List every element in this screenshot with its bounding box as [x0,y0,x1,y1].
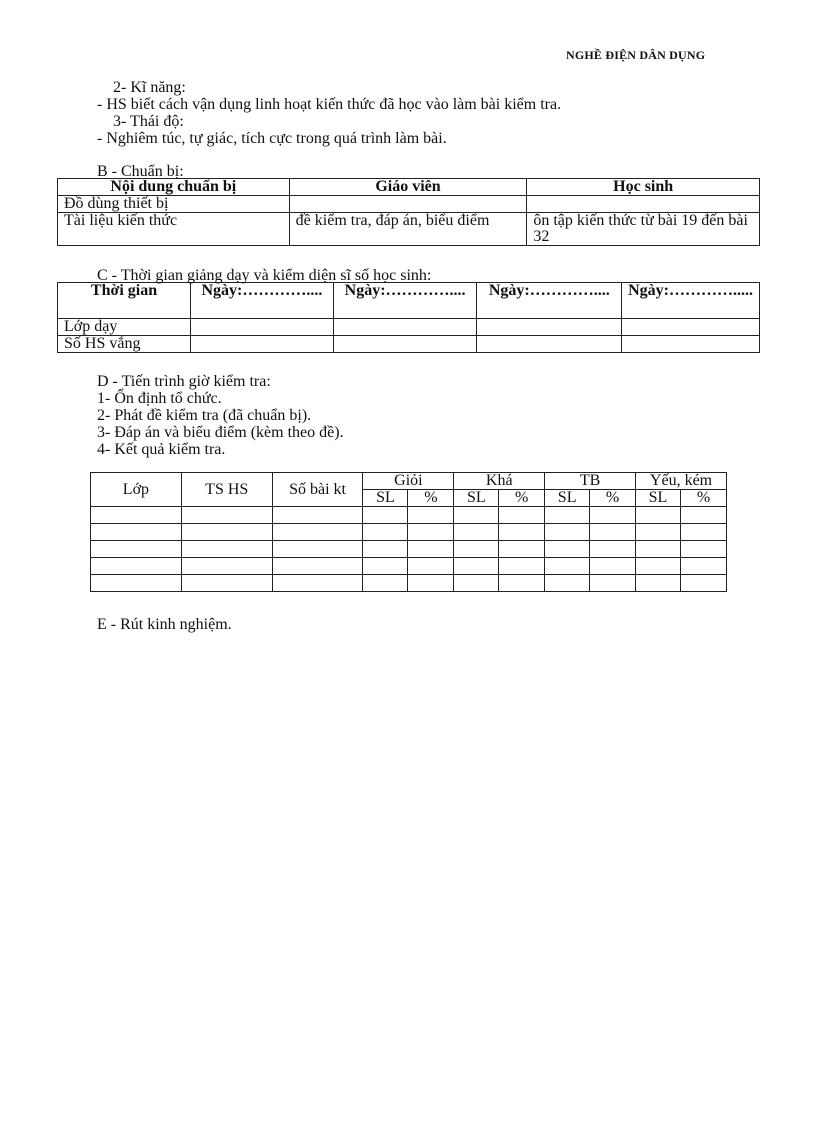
table-cell [545,541,590,558]
column-header: Lớp [91,473,182,507]
table-cell [680,507,726,524]
sub-header: % [590,490,636,507]
results-table [90,472,727,592]
table-cell [408,507,454,524]
table-cell: đề kiểm tra, đáp án, biểu điểm [289,213,527,246]
table-cell [590,524,636,541]
table-cell [289,196,527,213]
sub-header: SL [363,490,408,507]
table-cell [272,524,363,541]
sub-header: SL [636,490,681,507]
table-cell [680,575,726,592]
table-cell [272,558,363,575]
table-cell [408,541,454,558]
table-cell [91,575,182,592]
table-cell [408,558,454,575]
group-header: Giỏi [363,473,454,490]
group-header: Khá [454,473,545,490]
table-cell [91,524,182,541]
table-cell [545,575,590,592]
table-cell [636,507,681,524]
table-cell [181,575,272,592]
table-cell [363,541,408,558]
table-cell [545,507,590,524]
column-header: Ngày:………….... [333,283,477,319]
table-cell [636,575,681,592]
table-cell [363,524,408,541]
table-row [58,336,760,353]
table-cell [454,575,499,592]
table-cell [181,507,272,524]
table-cell [408,575,454,592]
attendance-table [57,282,760,353]
table-cell [499,524,545,541]
table-cell [545,558,590,575]
procedure-step: 3- Đáp án và biểu điểm (kèm theo đề). [97,424,344,441]
table-cell [181,558,272,575]
section-d-heading: D - Tiến trình giờ kiểm tra: [97,373,271,390]
column-header: Ngày:………….... [477,283,622,319]
table-cell [680,558,726,575]
sub-header: % [680,490,726,507]
table-header-row [58,283,760,319]
table-cell [333,319,477,336]
table-cell [454,524,499,541]
table-row [58,213,760,246]
table-cell [454,541,499,558]
table-cell [191,319,334,336]
attitude-text: - Nghiêm túc, tự giác, tích cực trong quá trình làm bài. [97,130,447,147]
table-header-row [91,473,727,490]
skill-text: - HS biết cách vận dụng linh hoạt kiến thức đã học vào làm bài kiểm tra. [97,96,562,113]
section-e-heading: E - Rút kinh nghiệm. [97,616,232,633]
group-header: Yếu, kém [636,473,727,490]
table-cell [333,336,477,353]
table-cell [91,558,182,575]
column-header: Ngày:…………..... [622,283,760,319]
table-cell [191,336,334,353]
sub-header: SL [545,490,590,507]
table-cell [477,319,622,336]
attitude-heading: 3- Thái độ: [113,113,184,130]
table-cell [590,575,636,592]
table-cell [91,541,182,558]
table-cell [622,319,760,336]
table-cell [272,507,363,524]
skill-heading: 2- Kĩ năng: [113,79,186,96]
row-label: Lớp dạy [58,319,191,336]
section-c-heading: C - Thời gian giảng dạy và kiểm diện sĩ số học sinh: [97,267,432,284]
page-header: NGHỀ ĐIỆN DÂN DỤNG [566,48,706,62]
table-header-row [58,179,760,196]
table-cell [636,541,681,558]
table-cell: ôn tập kiến thức từ bài 19 đến bài 32 [527,213,760,246]
table-cell [636,558,681,575]
table-cell [477,336,622,353]
table-cell [590,541,636,558]
preparation-table [57,178,760,246]
column-header: Ngày:………….... [191,283,334,319]
procedure-step: 1- Ổn định tổ chức. [97,390,222,407]
table-cell: Tài liệu kiến thức [58,213,290,246]
table-cell [527,196,760,213]
table-cell [680,524,726,541]
table-row [91,524,727,541]
table-row [91,558,727,575]
column-header: Giáo viên [289,179,527,196]
table-cell [545,524,590,541]
table-cell [91,507,182,524]
table-cell [499,507,545,524]
group-header: TB [545,473,636,490]
procedure-step: 2- Phát đề kiểm tra (đã chuẩn bị). [97,407,312,424]
table-cell [181,524,272,541]
table-cell [499,541,545,558]
table-cell [363,575,408,592]
table-cell [272,541,363,558]
column-header: Thời gian [58,283,191,319]
column-header: TS HS [181,473,272,507]
column-header: Nội dung chuẩn bị [58,179,290,196]
table-cell [181,541,272,558]
table-cell [408,524,454,541]
table-cell [590,507,636,524]
table-row [58,196,760,213]
procedure-step: 4- Kết quả kiểm tra. [97,441,226,458]
table-cell [636,524,681,541]
table-cell [590,558,636,575]
table-row [58,319,760,336]
table-row [91,575,727,592]
table-cell [499,558,545,575]
table-cell [622,336,760,353]
row-label: Số HS vắng [58,336,191,353]
table-cell [363,558,408,575]
table-row [91,541,727,558]
sub-header: % [408,490,454,507]
sub-header: % [499,490,545,507]
table-cell [454,507,499,524]
column-header: Số bài kt [272,473,363,507]
table-cell [363,507,408,524]
table-cell: Đồ dùng thiết bị [58,196,290,213]
table-cell [680,541,726,558]
table-row [91,507,727,524]
table-cell [272,575,363,592]
table-cell [454,558,499,575]
table-cell [499,575,545,592]
sub-header: SL [454,490,499,507]
column-header: Học sinh [527,179,760,196]
section-b-heading: B - Chuẩn bị: [97,163,184,180]
